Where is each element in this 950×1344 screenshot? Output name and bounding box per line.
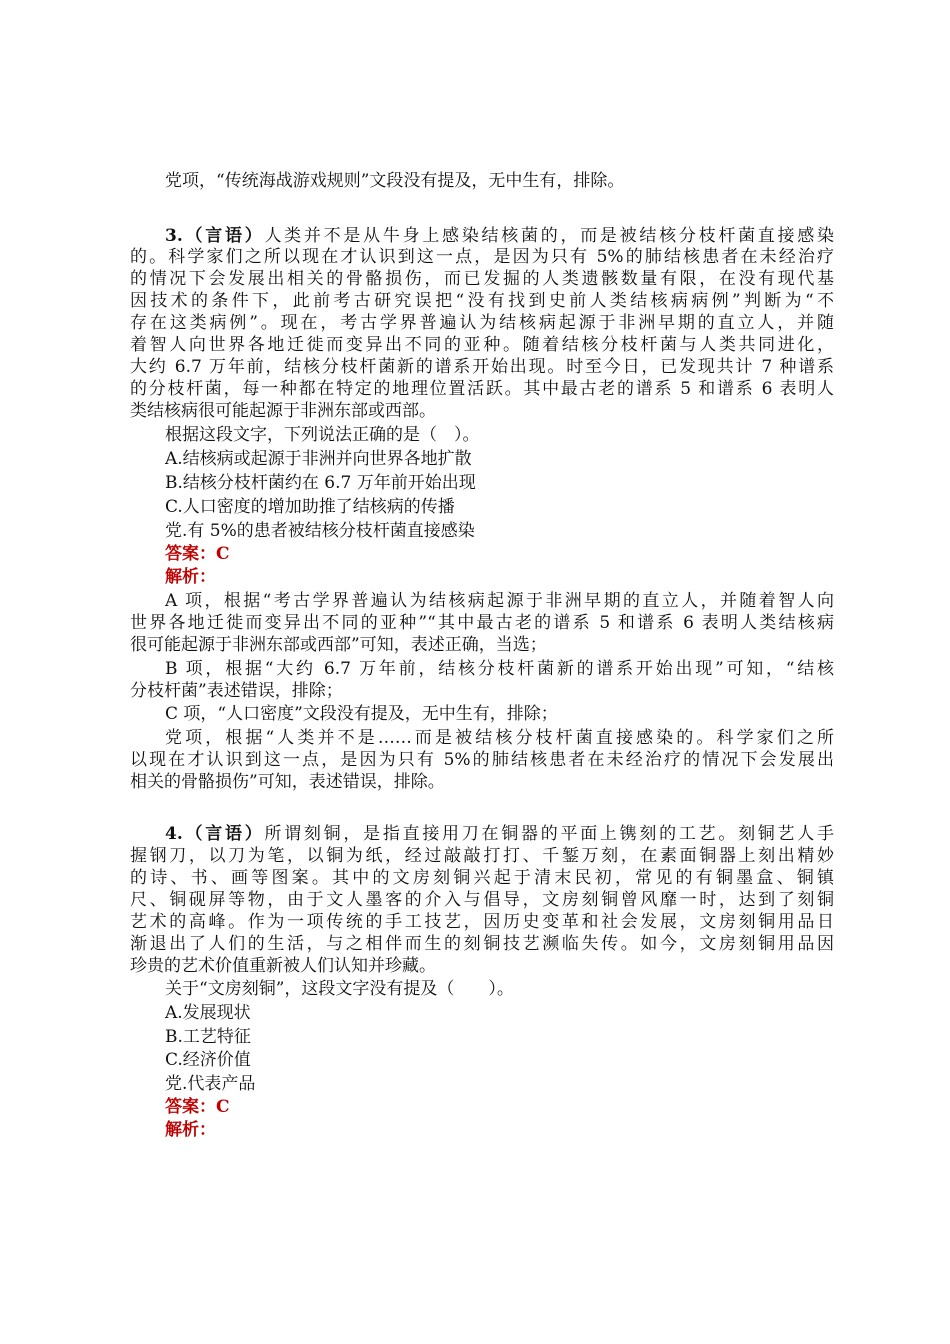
q3-analysis-line: 以现在才认识到这一点，是因为只有 5%的肺结核患者在未经治疗的情况下会发展出 bbox=[130, 750, 834, 770]
q4-question: 关于“文房刻铜”，这段文字没有提及（ ）。 bbox=[165, 979, 514, 999]
q3-analysis-line: 党项，根据“人类并不是……而是被结核分枝杆菌直接感染的。科学家们之所 bbox=[165, 728, 834, 748]
q3-passage-line: 类结核病很可能起源于非洲东部或西部。 bbox=[130, 401, 436, 421]
q3-option-d: 党.有 5%的患者被结核分枝杆菌直接感染 bbox=[165, 521, 475, 541]
q4-passage-line: 握钢刀，以刀为笔，以铜为纸，经过敲敲打打、千錾万刻，在素面铜器上刻出精妙 bbox=[130, 846, 834, 866]
q3-tag: （言语） bbox=[182, 226, 265, 246]
q3-passage-line: 着智人向世界各地迁徙而变异出不同的亚种。随着结核分枝杆菌与人类共同进化， bbox=[130, 335, 834, 355]
q3-option-c: C.人口密度的增加助推了结核病的传播 bbox=[165, 497, 455, 517]
q3-analysis-line: 相关的骨骼损伤”可知，表述错误，排除。 bbox=[130, 772, 445, 792]
q3-number: 3. bbox=[165, 226, 183, 246]
q4-first-line bbox=[130, 823, 834, 845]
q4-answer: 答案：C bbox=[165, 1097, 230, 1117]
q3-passage-line: 的情况下会发展出相关的骨骼损伤，而已发掘的人类遗骸数量有限，在没有现代基 bbox=[130, 269, 834, 289]
q3-first-line bbox=[130, 225, 834, 247]
q4-passage-line: 艺术的高峰。作为一项传统的手工技艺，因历史变革和社会发展，文房刻铜用品日 bbox=[130, 912, 834, 932]
q4-passage-line: 渐退出了人们的生活，与之相伴而生的刻铜技艺濒临失传。如今，文房刻铜用品因 bbox=[130, 934, 834, 954]
q4-passage-line: 所谓刻铜，是指直接用刀在铜器的平面上镌刻的工艺。刻铜艺人手 bbox=[264, 824, 834, 844]
q3-passage-line: 大约 6.7 万年前，结核分枝杆菌新的谱系开始出现。时至今日，已发现共计 7 种谱系 bbox=[130, 357, 834, 377]
q3-analysis-line: 世界各地迁徙而变异出不同的亚种”“其中最古老的谱系 5 和谱系 6 表明人类结核病 bbox=[130, 613, 834, 633]
q4-analysis-label: 解析： bbox=[165, 1120, 216, 1140]
q3-question: 根据这段文字，下列说法正确的是（ ）。 bbox=[165, 425, 480, 445]
q4-option-c: C.经济价值 bbox=[165, 1050, 251, 1070]
q3-analysis-label: 解析： bbox=[165, 567, 216, 587]
q3-passage-line: 人类并不是从牛身上感染结核菌的，而是被结核分枝杆菌直接感染 bbox=[264, 226, 834, 246]
q4-passage-line: 珍贵的艺术价值重新被人们认知并珍藏。 bbox=[130, 956, 436, 976]
q3-passage-line: 的。科学家们之所以现在才认识到这一点，是因为只有 5%的肺结核患者在未经治疗 bbox=[130, 247, 834, 267]
q3-analysis-line: B 项，根据“大约 6.7 万年前，结核分枝杆菌新的谱系开始出现”可知，“结核 bbox=[165, 659, 834, 679]
q3-answer: 答案：C bbox=[165, 544, 230, 564]
q4-option-d: 党.代表产品 bbox=[165, 1074, 256, 1094]
q3-analysis-line: 很可能起源于非洲东部或西部”可知，表述正确，当选； bbox=[130, 635, 547, 655]
q3-option-b: B.结核分枝杆菌约在 6.7 万年前开始出现 bbox=[165, 473, 476, 493]
q3-passage-line: 存在这类病例”。现在，考古学界普遍认为结核病起源于非洲早期的直立人，并随 bbox=[130, 313, 834, 333]
q4-option-a: A.发展现状 bbox=[165, 1003, 251, 1023]
q3-passage-line: 因技术的条件下，此前考古研究误把“没有找到史前人类结核病病例”判断为“不 bbox=[130, 291, 834, 311]
q3-analysis-line: C 项，“人口密度”文段没有提及，无中生有，排除； bbox=[165, 704, 558, 724]
q4-option-b: B.工艺特征 bbox=[165, 1027, 251, 1047]
q3-analysis-line: A 项，根据“考古学界普遍认为结核病起源于非洲早期的直立人，并随着智人向 bbox=[165, 591, 834, 611]
q4-passage-line: 的诗、书、画等图案。其中的文房刻铜兴起于清末民初，常见的有铜墨盒、铜镇 bbox=[130, 868, 834, 888]
q4-tag: （言语） bbox=[182, 824, 265, 844]
q4-passage-line: 尺、铜砚屏等物，由于文人墨客的介入与倡导，文房刻铜曾风靡一时，达到了刻铜 bbox=[130, 890, 834, 910]
q4-number: 4. bbox=[165, 824, 183, 844]
q3-option-a: A.结核病或起源于非洲并向世界各地扩散 bbox=[165, 449, 472, 469]
prev-analysis-line: 党项，“传统海战游戏规则”文段没有提及，无中生有，排除。 bbox=[165, 171, 625, 191]
q3-passage-line: 的分枝杆菌，每一种都在特定的地理位置活跃。其中最古老的谱系 5 和谱系 6 表明人 bbox=[130, 379, 834, 399]
q3-analysis-line: 分枝杆菌”表述错误，排除； bbox=[130, 681, 343, 701]
